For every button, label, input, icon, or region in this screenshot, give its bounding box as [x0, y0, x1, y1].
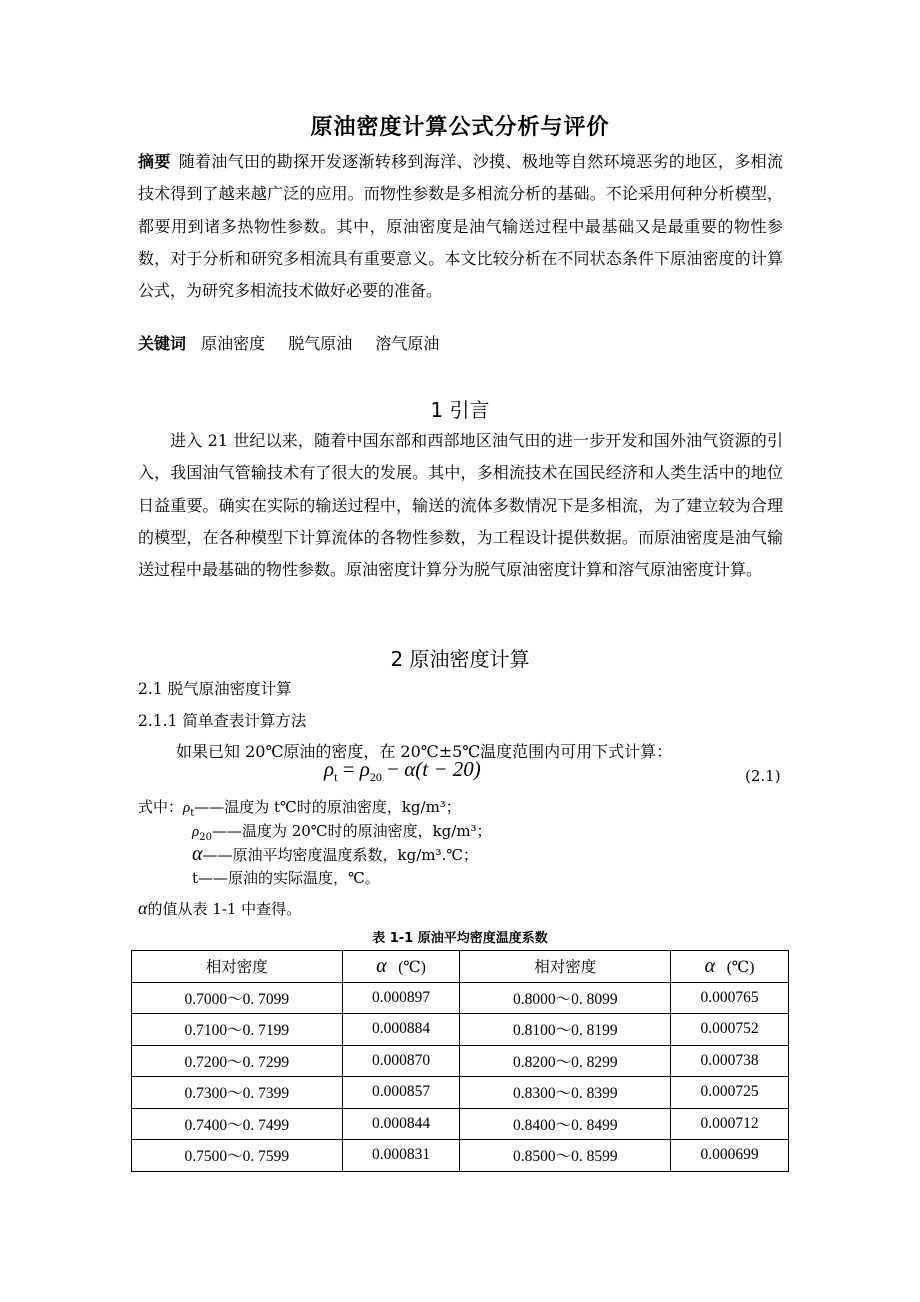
table-cell: 0.000699 [671, 1140, 789, 1172]
formula: $\rho_t = \rho_{20} - \alpha(t - 20)$ [324, 757, 481, 785]
definition-alpha: α——原油平均密度温度系数，kg/m³.℃； [192, 843, 479, 865]
table-cell: 0.000897 [342, 982, 460, 1014]
table-cell: 0.7300～0. 7399 [132, 1077, 343, 1109]
header-cell: α (℃) [342, 951, 460, 983]
table-cell: 0.8000～0. 8099 [460, 982, 671, 1014]
abstract-text: 随着油气田的勘探开发逐渐转移到海洋、沙摸、极地等自然环境恶劣的地区，多相流技术得到了越来越广泛的应用。而物性参数是多相流分析的基础。不论采用何种分析模型，都要用到诸多热物性参数。其中，原油密度是油气输送过程中最基础又是最重要的物性参数，对于分析和研究多相流具有重要意义。本文比较分析在不同状态条件下原油密度的计算公式，为研究多相流技术做好必要的准备。 [138, 152, 783, 301]
keyword-2: 脱气原油 [288, 334, 353, 353]
table-caption: 表 1-1 原油平均密度温度系数 [372, 931, 548, 946]
keywords [138, 331, 447, 354]
table-cell: 0.8200～0. 8299 [460, 1045, 671, 1077]
table-cell: 0.7200～0. 7299 [132, 1045, 343, 1077]
table-header-row [132, 951, 789, 983]
table-cell: 0.000857 [342, 1077, 460, 1109]
table-cell: 0.8400～0. 8499 [460, 1108, 671, 1140]
coefficient-table [131, 950, 789, 1172]
table-row [132, 1108, 789, 1140]
definition-t: t——原油的实际温度，℃。 [192, 869, 380, 887]
subsection-2-1-1: 2.1.1 简单查表计算方法 [138, 712, 307, 730]
table-row [132, 1077, 789, 1109]
table-cell: 0.8100～0. 8199 [460, 1014, 671, 1046]
table-cell: 0.7000～0. 7099 [132, 982, 343, 1014]
table-cell: 0.000884 [342, 1014, 460, 1046]
section-1-heading: 1 引言 [430, 398, 490, 422]
table-cell: 0.7100～0. 7199 [132, 1014, 343, 1046]
subsection-2-1: 2.1 脱气原油密度计算 [138, 680, 292, 698]
table-cell: 0.7400～0. 7499 [132, 1108, 343, 1140]
table-row [132, 982, 789, 1014]
section-1-body: 进入 21 世纪以来，随着中国东部和西部地区油气田的进一步开发和国外油气资源的引入，我国油气管输技术有了很大的发展。其中，多相流技术在国民经济和人类生活中的地位日益重要。确实在实际的输送过程中，输送的流体多数情况下是多相流，为了建立较为合理的模型，在各种模型下计算流体的各物性参数，为工程设计提供数据。而原油密度是油气输送过程中最基础的物性参数。原油密度计算分为脱气原油密度计算和溶气原油密度计算。 [138, 431, 783, 580]
table-cell: 0.000738 [671, 1045, 789, 1077]
table-cell: 0.7500～0. 7599 [132, 1140, 343, 1172]
section-2-heading: 2 原油密度计算 [390, 647, 530, 671]
equation-2-1 [0, 755, 920, 791]
table-cell: 0.000752 [671, 1014, 789, 1046]
abstract [138, 146, 783, 307]
formula-intro: 如果已知 20℃原油的密度，在 20℃±5℃温度范围内可用下式计算： [176, 742, 673, 761]
table-row [132, 1014, 789, 1046]
table-cell: 0.000765 [671, 982, 789, 1014]
keyword-1: 原油密度 [201, 334, 266, 353]
header-cell: α (℃) [671, 951, 789, 983]
table-cell: 0.000870 [342, 1045, 460, 1077]
keyword-3: 溶气原油 [375, 334, 440, 353]
table-cell: 0.000725 [671, 1077, 789, 1109]
keywords-label: 关键词 [138, 334, 187, 353]
table-row [132, 1140, 789, 1172]
header-cell: 相对密度 [460, 951, 671, 983]
definition-rho-t: 式中：$\rho_t——$温度为 t℃时的原油密度，kg/m³； [138, 798, 461, 819]
table-cell: 0.8500～0. 8599 [460, 1140, 671, 1172]
table-cell: 0.8300～0. 8399 [460, 1077, 671, 1109]
header-cell: 相对密度 [132, 951, 343, 983]
abstract-label: 摘要 [138, 152, 171, 171]
equation-number: (2.1) [745, 767, 781, 785]
alpha-lookup-note: α的值从表 1-1 中查得。 [138, 898, 302, 918]
table-cell: 0.000831 [342, 1140, 460, 1172]
table-cell: 0.000844 [342, 1108, 460, 1140]
definition-rho-20: $\rho_{20}——$温度为 20℃时的原油密度，kg/m³； [192, 822, 492, 843]
table-cell: 0.000712 [671, 1108, 789, 1140]
paper-title: 原油密度计算公式分析与评价 [310, 115, 610, 140]
table-row [132, 1045, 789, 1077]
